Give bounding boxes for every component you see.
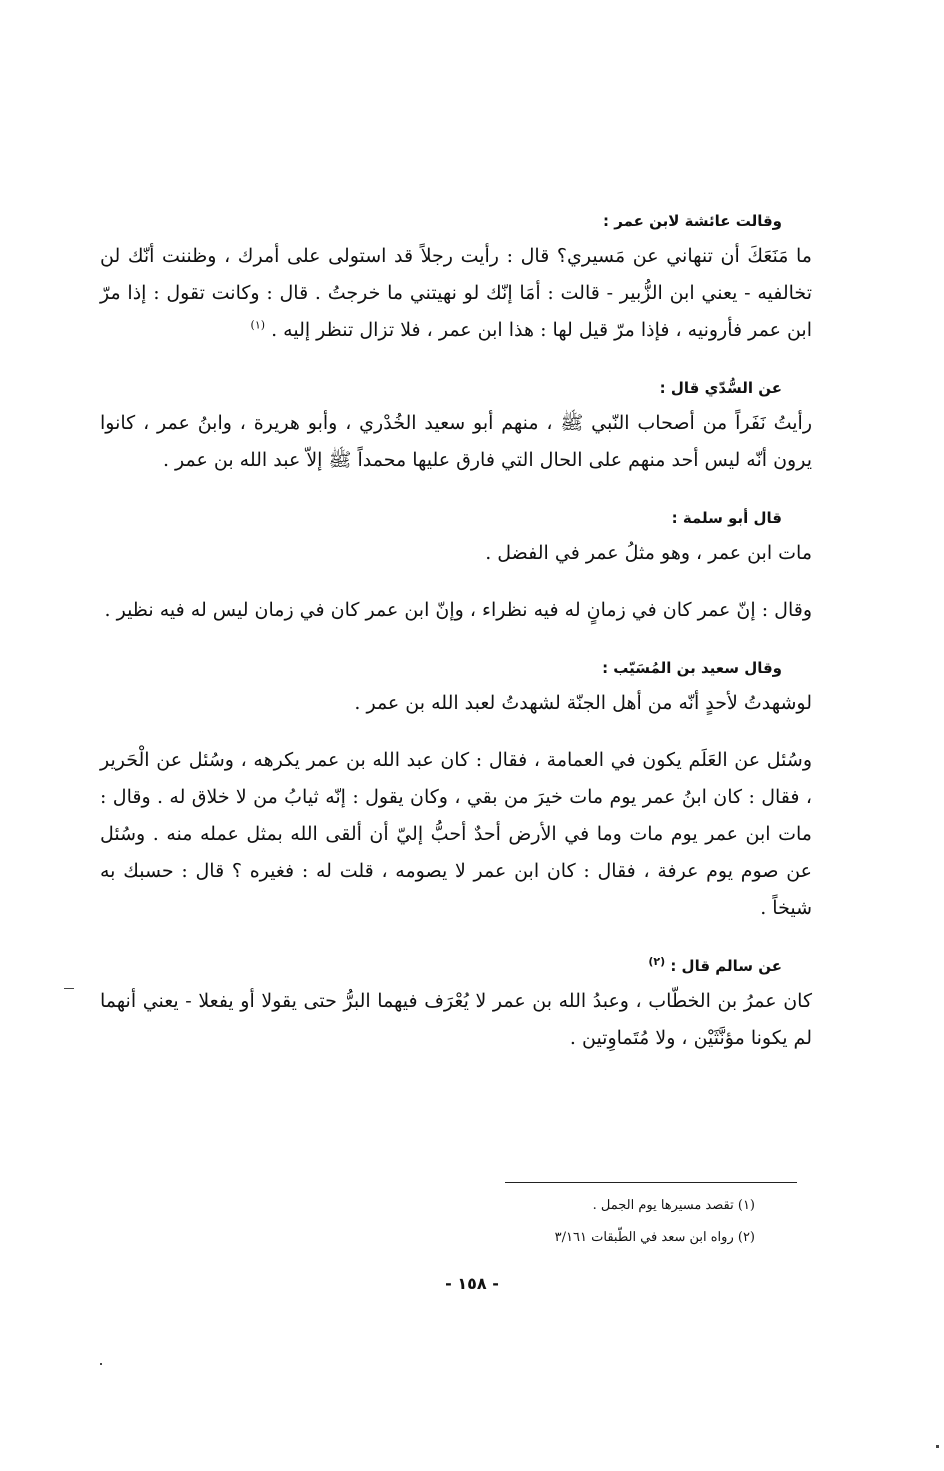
page-number: - ١٥٨ - (445, 1274, 499, 1293)
section-heading-suddi: عن السُّدّي قال : (659, 379, 782, 397)
section-heading-aisha: وقالت عائشة لابن عمر : (603, 212, 782, 230)
paragraph-salim: كان عمرُ بن الخطّاب ، وعبدُ الله بن عمر لا يُعْرَف فيهما البرُّ حتى يقولا أو يفعلا - يعني أنهما لم يكونا مؤنَّثَيْن ، ولا مُتَماوِتين . (100, 990, 812, 1049)
section-heading-abu-salama: قال أبو سلمة : (671, 509, 782, 527)
footnotes (330, 1190, 755, 1254)
footnote-marker-2: (٢) (648, 955, 666, 968)
paragraph-abu-salama-1: مات ابن عمر ، وهو مثلُ عمر في الفضل . (485, 542, 812, 564)
footnote-separator (505, 1182, 797, 1183)
section-heading-ibn-musayyib: وقال سعيد بن المُسَيّب : (602, 659, 782, 677)
paragraph-abu-salama-2: وقال : إنّ عمر كان في زمانٍ له فيه نظراء ، وإنّ ابن عمر كان في زمان ليس له فيه نظير . (104, 599, 812, 621)
footnote-1: (١) تقصد مسيرها يوم الجمل . (592, 1198, 755, 1213)
footnote-marker-1: (١) (250, 318, 266, 332)
footnote-2: (٢) رواه ابن سعد في الطّبقات ٣/١٦١ (554, 1230, 755, 1245)
section-heading-salim: عن سالم قال : $^{(٢)}$ (648, 955, 782, 975)
page-body (100, 210, 812, 1057)
paragraph-ibn-musayyib-2: وسُئل عن العَلَم يكون في العمامة ، فقال : كان عبد الله بن عمر يكرهه ، وسُئل عن الْحَرير ، فقال : كان ابنُ عمر يوم مات خيرَ من بقي ، وكان يقول : إنّه ثيابُ من لا خلاق له . وقال : مات ابن عمر يوم مات وما في الأرض أحدٌ أحبُّ إليّ أن ألقى الله بمثل عمله منه . وسُئل عن صوم يوم عرفة ، فقال : كان ابن عمر لا يصومه ، قلت له : فغيره ؟ قال : حسبك به شيخاً . (100, 749, 812, 919)
paragraph-suddi: رأيتُ نَفَراً من أصحاب النّبي ﷺ ، منهم أبو سعيد الخُدْري ، وأبو هريرة ، وابنُ عمر ، كانوا يرون أنّه ليس أحد منهم على الحال التي فارق عليها محمداً ﷺ إلاّ عبد الله بن عمر . (100, 412, 812, 471)
paragraph-ibn-musayyib-1: لوشهدتُ لأحدٍ أنّه من أهل الجنّة لشهدتُ لعبد الله بن عمر . (354, 692, 812, 714)
paragraph-aisha: ما مَنَعَكَ أن تنهاني عن مَسيري؟ قال : رأيت رجلاً قد استولى على أمرك ، وظننت أنّك لن تخالفيه - يعني ابن الزُّبير - قالت : أمَا إنّك لو نهيتني ما خرجتُ . قال : وكانت تقول : إذا مرّ ابن عمر فأرونيه ، فإذا مرّ قيل لها : هذا ابن عمر ، فلا تزال تنظر إليه . $^{(١)}$ (100, 245, 812, 341)
